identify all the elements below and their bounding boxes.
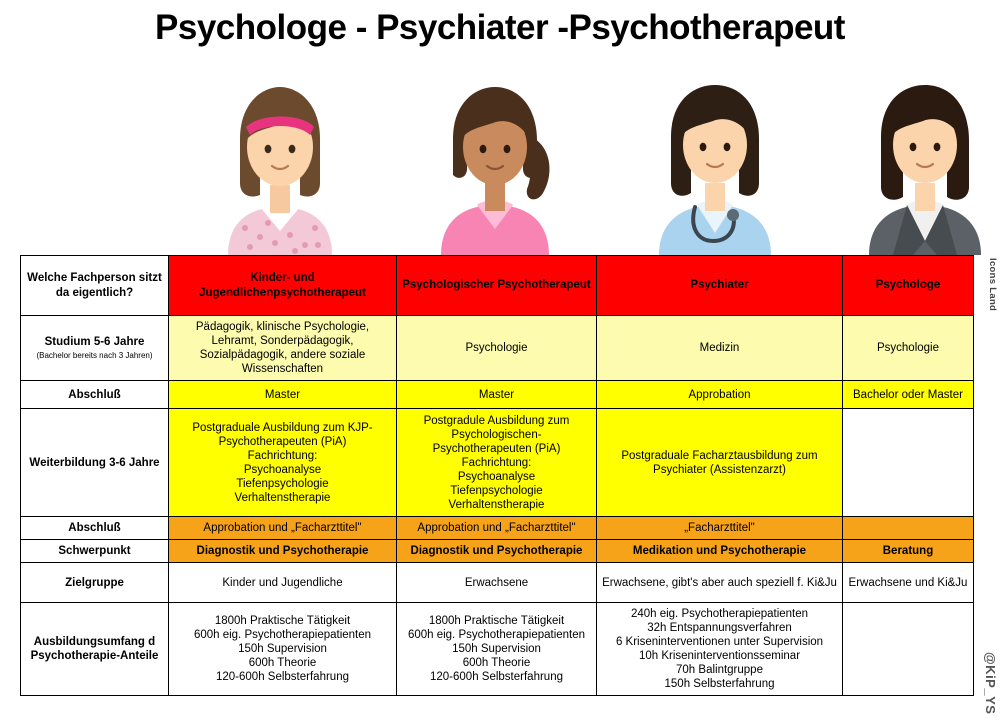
cell-weiter-psychiater: Postgraduale Facharztausbildung zum Psychiater (Assistenzarzt)	[597, 409, 843, 517]
cell-weiter-psychologe	[843, 409, 974, 517]
row-label-zielgruppe: Zielgruppe	[21, 563, 169, 603]
cell-studium-pp: Psychologie	[397, 316, 597, 381]
cell-studium-psychiater: Medizin	[597, 316, 843, 381]
cell-schwerpunkt-kjp: Diagnostik und Psychotherapie	[169, 540, 397, 563]
cell-umfang-psychiater: 240h eig. Psychotherapiepatienten 32h Entspannungsverfahren 6 Kriseninterventionen unter Supervision 10h Kriseninterventionsseminar 70h Balintgruppe 150h Selbsterfahrung	[597, 603, 843, 696]
cell-abschluss1-psychologe: Bachelor oder Master	[843, 381, 974, 409]
column-header-pp: Psychologischer Psychotherapeut	[397, 256, 597, 316]
table-row	[21, 316, 974, 381]
cell-schwerpunkt-pp: Diagnostik und Psychotherapie	[397, 540, 597, 563]
cell-schwerpunkt-psychologe: Beratung	[843, 540, 974, 563]
row-label-studium	[21, 316, 169, 381]
cell-zielgruppe-kjp: Kinder und Jugendliche	[169, 563, 397, 603]
page-title: Psychologe - Psychiater -Psychotherapeut	[155, 8, 845, 47]
child-therapist-avatar	[190, 65, 370, 255]
table-corner-label: Welche Fachperson sitzt da eigentlich?	[21, 256, 169, 316]
cell-abschluss1-psychiater: Approbation	[597, 381, 843, 409]
cell-umfang-pp: 1800h Praktische Tätigkeit 600h eig. Psychotherapiepatienten 150h Supervision 600h Theorie 120-600h Selbsterfahrung	[397, 603, 597, 696]
table-row	[21, 563, 974, 603]
table-row	[21, 603, 974, 696]
table-header-row	[21, 256, 974, 316]
row-label-text: Studium 5-6 Jahre	[44, 336, 145, 349]
cell-abschluss1-kjp: Master	[169, 381, 397, 409]
cell-zielgruppe-psychologe: Erwachsene und Ki&Ju	[843, 563, 974, 603]
cell-umfang-psychologe	[843, 603, 974, 696]
row-label-abschluss-2: Abschluß	[21, 517, 169, 540]
cell-abschluss1-pp: Master	[397, 381, 597, 409]
row-label-ausbildungsumfang: Ausbildungsumfang d Psychotherapie-Anteile	[21, 603, 169, 696]
cell-abschluss2-psychologe	[843, 517, 974, 540]
psychologist-avatar	[405, 65, 585, 255]
table-row	[21, 540, 974, 563]
comparison-table	[20, 255, 973, 696]
cell-umfang-kjp: 1800h Praktische Tätigkeit 600h eig. Psychotherapiepatienten 150h Supervision 600h Theorie 120-600h Selbsterfahrung	[169, 603, 397, 696]
avatar-row	[0, 60, 1000, 255]
cell-schwerpunkt-psychiater: Medikation und Psychotherapie	[597, 540, 843, 563]
cell-abschluss2-kjp: Approbation und „Facharzttitel"	[169, 517, 397, 540]
column-header-kjp: Kinder- und Jugendlichenpsychotherapeut	[169, 256, 397, 316]
cell-abschluss2-psychiater: „Facharzttitel"	[597, 517, 843, 540]
cell-studium-psychologe: Psychologie	[843, 316, 974, 381]
cell-studium-kjp: Pädagogik, klinische Psychologie, Lehramt, Sonderpädagogik, Sozialpädagogik, andere soziale Wissenschaften	[169, 316, 397, 381]
column-header-psychologe: Psychologe	[843, 256, 974, 316]
table-row	[21, 517, 974, 540]
cell-zielgruppe-pp: Erwachsene	[397, 563, 597, 603]
psychologe-avatar	[835, 65, 1000, 255]
psychiatrist-avatar	[625, 65, 805, 255]
watermark-author: @KiP_YS	[983, 651, 998, 714]
column-header-psychiater: Psychiater	[597, 256, 843, 316]
cell-zielgruppe-psychiater: Erwachsene, gibt's aber auch speziell f. Ki&Ju	[597, 563, 843, 603]
row-label-sub: (Bachelor bereits nach 3 Jahren)	[36, 351, 153, 361]
watermark-icons-land: Icons Land	[987, 258, 998, 312]
cell-weiter-pp: Postgradule Ausbildung zum Psychologischen-Psychotherapeuten (PiA) Fachrichtung: Psychoanalyse Tiefenpsychologie Verhaltenstherapie	[397, 409, 597, 517]
table-row	[21, 381, 974, 409]
row-label-schwerpunkt: Schwerpunkt	[21, 540, 169, 563]
cell-weiter-kjp: Postgraduale Ausbildung zum KJP-Psychotherapeuten (PiA) Fachrichtung: Psychoanalyse Tiefenpsychologie Verhaltenstherapie	[169, 409, 397, 517]
row-label-weiterbildung: Weiterbildung 3-6 Jahre	[21, 409, 169, 517]
row-label-abschluss-1: Abschluß	[21, 381, 169, 409]
cell-abschluss2-pp: Approbation und „Facharzttitel"	[397, 517, 597, 540]
table-row	[21, 409, 974, 517]
